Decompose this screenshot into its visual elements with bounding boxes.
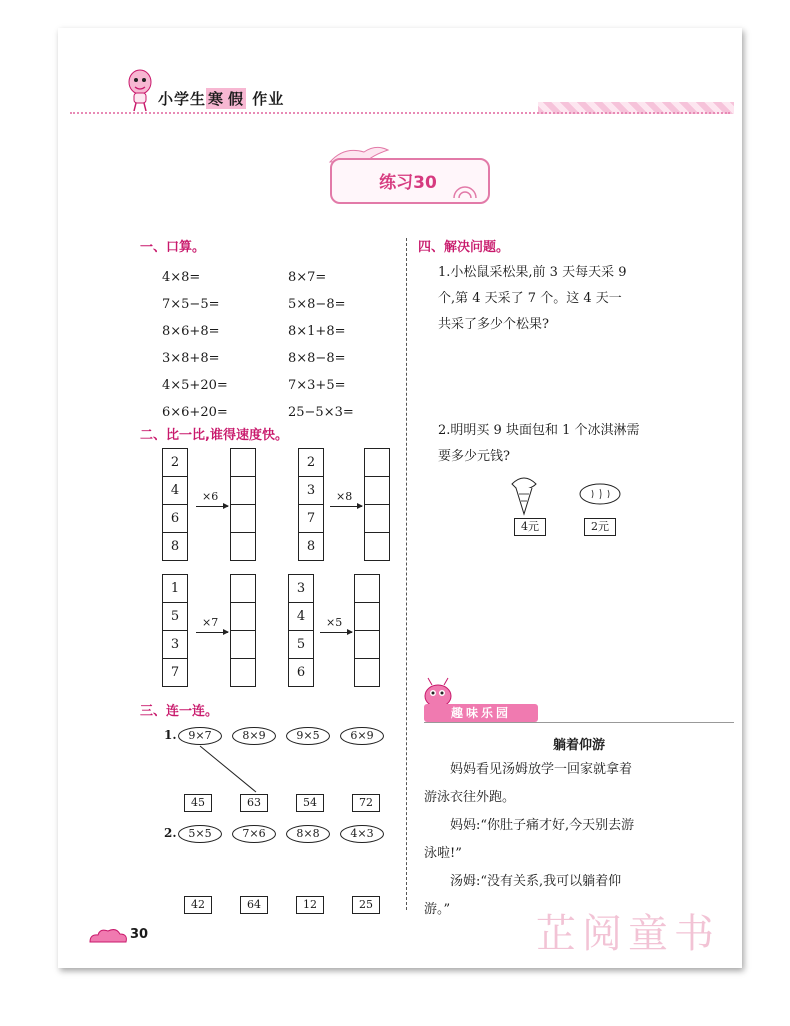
calc-item: 25−5×3= [288, 405, 354, 420]
connect-answer[interactable]: 54 [296, 794, 324, 812]
connect-answer[interactable]: 25 [352, 896, 380, 914]
fun-divider [424, 722, 734, 723]
compare-answer-column[interactable] [364, 448, 390, 561]
connect-expression[interactable]: 7×6 [232, 825, 276, 843]
compare-operator: ×7 [202, 616, 219, 629]
arrow-icon [196, 632, 228, 633]
connect-answer[interactable]: 72 [352, 794, 380, 812]
section-compare: 二、比一比,谁得速度快。 [140, 428, 288, 443]
section-oral-calc: 一、口算。 [140, 240, 206, 255]
calc-item: 4×8= [162, 270, 201, 285]
calc-item: 8×1+8= [288, 324, 346, 339]
connect-answer[interactable]: 63 [240, 794, 268, 812]
connect-answer[interactable]: 64 [240, 896, 268, 914]
page-title: 练习30 [379, 173, 437, 193]
bread-icon [578, 482, 622, 506]
calc-right-column [288, 264, 354, 426]
compare-answer-column[interactable] [354, 574, 380, 687]
calc-item: 7×3+5= [288, 378, 346, 393]
connect-expression[interactable]: 6×9 [340, 727, 384, 745]
page-number: 30 [130, 927, 149, 942]
icecream-icon [506, 474, 542, 516]
fun-park-label: 趣味乐园 [424, 704, 538, 722]
calc-item: 3×8+8= [162, 351, 220, 366]
calc-item: 8×8−8= [288, 351, 346, 366]
section-connect: 三、连一连。 [140, 704, 219, 719]
bread-price: 2元 [584, 518, 616, 536]
compare-input-column: 2 4 6 8 [162, 448, 188, 561]
connect-expression[interactable]: 4×3 [340, 825, 384, 843]
calc-item: 4×5+20= [162, 378, 228, 393]
compare-answer-column[interactable] [230, 448, 256, 561]
header-divider [70, 112, 730, 114]
problem-1: 1.小松鼠采松果,前 3 天每天采 9 个,第 4 天采了 7 个。这 4 天一 共采了多少个松果? [438, 265, 627, 332]
calc-item: 7×5−5= [162, 297, 220, 312]
page [58, 28, 742, 968]
arrow-icon [330, 506, 362, 507]
calc-item: 5×8−8= [288, 297, 346, 312]
compare-operator: ×5 [326, 616, 343, 629]
connect-line [178, 744, 278, 794]
calc-left-column [162, 264, 228, 426]
connect-number: 1. [164, 728, 177, 742]
icecream-price: 4元 [514, 518, 546, 536]
section-problems: 四、解决问题。 [418, 240, 510, 255]
compare-input-column: 2 3 7 8 [298, 448, 324, 561]
connect-expression[interactable]: 9×7 [178, 727, 222, 745]
calc-item: 6×6+20= [162, 405, 228, 420]
compare-input-column: 3 4 5 6 [288, 574, 314, 687]
connect-expression[interactable]: 5×5 [178, 825, 222, 843]
arrow-icon [196, 506, 228, 507]
story-title: 躺着仰游 [552, 738, 605, 753]
story-body: 妈妈看见汤姆放学一回家就拿着 游泳衣往外跑。 妈妈:“你肚子痛才好,今天别去游 泳啦!” 汤姆:“没有关系,我可以躺着仰 游。” [424, 762, 635, 917]
connect-answer[interactable]: 45 [184, 794, 212, 812]
compare-answer-column[interactable] [230, 574, 256, 687]
connect-answer[interactable]: 42 [184, 896, 212, 914]
swirl-icon [452, 184, 478, 200]
calc-item: 8×7= [288, 270, 327, 285]
compare-input-column: 1 5 3 7 [162, 574, 188, 687]
compare-operator: ×6 [202, 490, 219, 503]
connect-expression[interactable]: 8×9 [232, 727, 276, 745]
calc-item: 8×6+8= [162, 324, 220, 339]
compare-operator: ×8 [336, 490, 353, 503]
problem-2: 2.明明买 9 块面包和 1 个冰淇淋需 要多少元钱? [438, 423, 640, 464]
connect-answer[interactable]: 12 [296, 896, 324, 914]
connect-number: 2. [164, 826, 177, 840]
connect-expression[interactable]: 9×5 [286, 727, 330, 745]
mascot-icon [120, 66, 160, 112]
header-title: 小学生 寒 假 作业 [158, 90, 285, 108]
arrow-icon [320, 632, 352, 633]
cloud-icon [86, 926, 130, 946]
watermark: 芷阅童书 [536, 911, 720, 957]
column-divider [406, 238, 407, 910]
connect-expression[interactable]: 8×8 [286, 825, 330, 843]
